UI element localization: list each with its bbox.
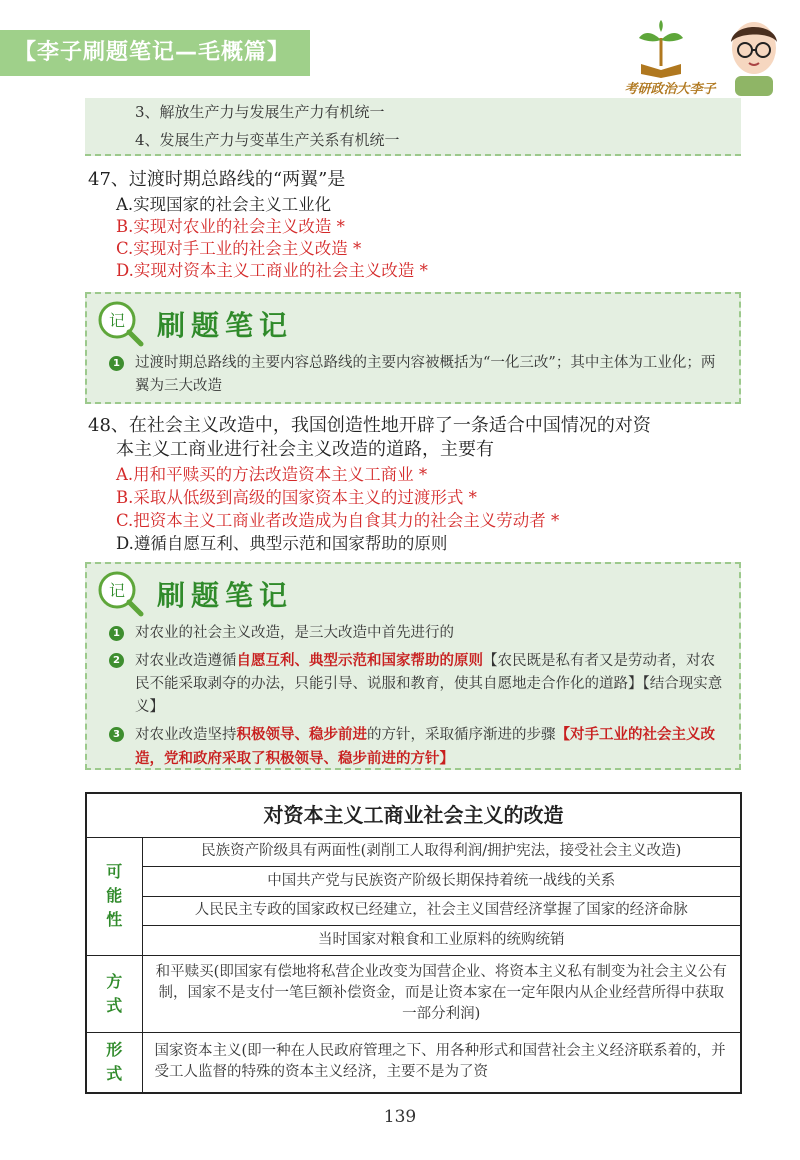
highlight-text: 积极领导、稳步前进	[236, 726, 367, 743]
note-item-text: 的方针，采取循序渐进的步骤	[367, 727, 556, 743]
study-note-box	[85, 562, 741, 770]
note-item	[87, 649, 739, 719]
note-item	[87, 622, 739, 645]
table-cell: 和平赎买(即国家有偿地将私营企业改变为国营企业、将资本主义私有制变为社会主义公有制，国家不是支付一笔巨额补偿资金，而是让资本家在一定年限内从企业经营所得中获取一部分利润)	[142, 955, 741, 1032]
q47-option-a: A.实现国家的社会主义工业化	[116, 195, 332, 214]
note-item-text: 对农业改造遵循	[135, 653, 237, 669]
brand-logo	[615, 18, 790, 98]
brand-text: 考研政治大李子	[624, 82, 716, 97]
category-form: 形式	[86, 1032, 142, 1093]
table-title: 对资本主义工商业社会主义的改造	[86, 793, 741, 837]
table-cell: 当时国家对粮食和工业原料的统购统销	[142, 926, 741, 956]
q47-option-b: B.实现对农业的社会主义改造 *	[116, 217, 345, 236]
note-item	[87, 723, 739, 771]
previous-note-box	[85, 98, 741, 156]
study-note-box	[85, 292, 741, 404]
q48-option-b: B.采取从低级到高级的国家资本主义的过渡形式 *	[116, 488, 477, 507]
number-badge: 3	[109, 727, 124, 742]
table-cell: 民族资产阶级具有两面性(剥削工人取得利润/拥护宪法，接受社会主义改造)	[142, 837, 741, 867]
note-icon-label: 记	[108, 581, 126, 600]
category-feasibility: 可能性	[86, 837, 142, 955]
table-cell: 人民民主专政的国家政权已经建立，社会主义国营经济掌握了国家的经济命脉	[142, 896, 741, 926]
note-title: 刷题笔记	[157, 309, 294, 342]
note-item-text: 过渡时期总路线的主要内容总路线的主要内容被概括为“一化三改”；其中主体为工业化；两翼为三大改造	[135, 355, 716, 394]
summary-table	[85, 792, 742, 1094]
note-item-text: 对农业改造坚持	[135, 727, 237, 743]
q48-option-d: D.遵循自愿互利、典型示范和国家帮助的原则	[116, 534, 448, 553]
question-48-stem: 48、在社会主义改造中，我国创造性地开辟了一条适合中国情况的对资	[88, 415, 651, 436]
magnifier-note-icon	[95, 298, 147, 350]
number-badge: 1	[109, 626, 124, 641]
note-title: 刷题笔记	[157, 579, 294, 612]
note-icon-label: 记	[108, 311, 126, 330]
note-line: 3、解放生产力与发展生产力有机统一	[135, 103, 385, 121]
note-item	[87, 352, 739, 398]
note-item-text: 对农业的社会主义改造，是三大改造中首先进行的	[135, 625, 454, 641]
note-header	[87, 564, 739, 622]
page-number: 139	[383, 1107, 417, 1127]
plant-book-icon	[633, 18, 689, 78]
number-badge: 2	[109, 653, 124, 668]
number-badge: 1	[109, 356, 124, 371]
note-item-text: 【农民既是私有者又是劳动者，对农民不能采取剥夺的办法，只能引导、说服和教育，使其自愿地走合作化的道路】【结合现实意义】	[135, 653, 723, 715]
table-cell: 中国共产党与民族资产阶级长期保持着统一战线的关系	[142, 867, 741, 897]
table-cell: 国家资本主义(即一种在人民政府管理之下、用各种形式和国营社会主义经济联系着的，并受工人监督的特殊的资本主义经济，主要不是为了资	[142, 1032, 741, 1093]
header-banner: 【李子刷题笔记—毛概篇】	[0, 30, 310, 76]
question-48-stem-cont: 本主义工商业进行社会主义改造的道路，主要有	[116, 439, 494, 460]
q48-option-a: A.用和平赎买的方法改造资本主义工商业 *	[116, 465, 428, 484]
q48-option-c: C.把资本主义工商业者改造成为自食其力的社会主义劳动者 *	[116, 511, 560, 530]
author-avatar	[723, 18, 785, 96]
highlight-text: 自愿互利、典型示范和国家帮助的原则	[236, 652, 483, 669]
q47-option-d: D.实现对资本主义工商业的社会主义改造 *	[116, 261, 428, 280]
q47-option-c: C.实现对手工业的社会主义改造 *	[116, 239, 362, 258]
note-line: 4、发展生产力与变革生产关系有机统一	[135, 131, 400, 149]
highlight-text: 【对手工业的社会主义改造，党和政府采取了积极领导、稳步前进的方针】	[135, 726, 715, 767]
note-header	[87, 294, 739, 352]
magnifier-note-icon	[95, 568, 147, 620]
question-47-stem: 47、过渡时期总路线的“两翼”是	[88, 169, 346, 190]
category-method: 方式	[86, 955, 142, 1032]
